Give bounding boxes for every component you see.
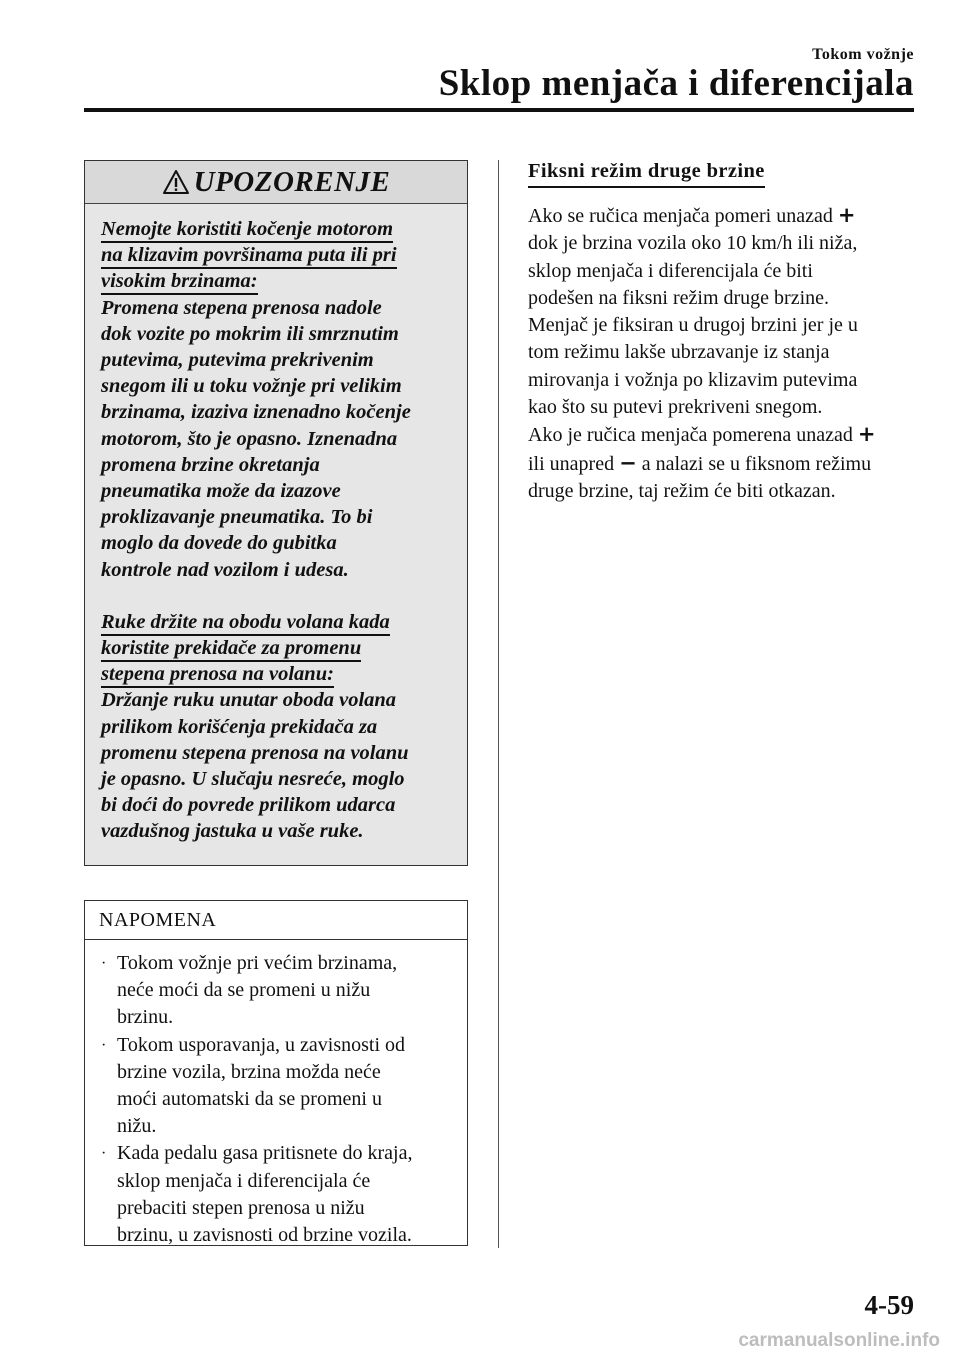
bullet: · (101, 1036, 107, 1054)
warning-header (85, 161, 467, 204)
minus-symbol: − (619, 450, 637, 475)
bullet: · (101, 1145, 107, 1163)
warning-heading-2: Ruke držite na obodu volana kada koristite prekidače za promenu stepena prenosa na volanu: (101, 609, 453, 688)
chapter-label: Tokom vožnje (812, 46, 914, 63)
warning-triangle-icon (162, 169, 190, 195)
warning-text-1: Promena stepena prenosa nadole dok vozite po mokrim ili smrznutim putevima, putevima prekrivenim snegom ili u toku vožnje pri velikim brzinama, izaziva iznenadno kočenje motorom, što je opasno. Iznenadna promena brzine okretanja pneumatika može da izazove proklizavanje pneumatika. To bi moglo da dovede do gubitka kontrole nad vozilom i udesa. (101, 296, 411, 581)
page-number: 4-59 (864, 1290, 914, 1320)
list-item: · Kada pedalu gasa pritisnete do kraja, sklop menjača i diferencijala će prebaciti stepen prenosa u nižu brzinu, u zavisnosti od brzine vozila. (101, 1142, 413, 1247)
column-divider (498, 160, 499, 1248)
list-item: · Tokom vožnje pri većim brzinama, neće moći da se promeni u nižu brzinu. (101, 952, 398, 1029)
page-title: Sklop menjača i diferencijala (438, 63, 914, 104)
plus-symbol: + (857, 422, 876, 447)
paragraph: Ako se ručica menjača pomeri unazad + dok je brzina vozila oko 10 km/h ili niža, sklop menjača i diferencijala će biti podešen na fiksni režim druge brzine. Menjač je fiksiran u drugoj brzini jer je u tom režimu lakše ubrzavanje iz stanja mirovanja i vožnja po klizavim putevima kao što su putevi prekriveni snegom. Ako je ručica menjača pomerena unazad + ili unapred − a nalazi se u fiksnom režimu druge brzine, taj režim će biti otkazan. (528, 203, 876, 502)
warning-box (84, 160, 468, 866)
section-body (528, 202, 928, 505)
note-list (85, 940, 467, 1249)
note-title: NAPOMENA (85, 901, 467, 940)
header-rule (84, 108, 914, 112)
plus-symbol: + (837, 203, 856, 227)
warning-title: UPOZORENJE (193, 165, 391, 198)
warning-heading-1: Nemojte koristiti kočenje motorom na klizavim površinama puta ili pri visokim brzinama: (101, 216, 453, 295)
note-box (84, 900, 468, 1246)
watermark: carmanualsonline.info (738, 1330, 940, 1351)
warning-body (85, 204, 467, 845)
bullet: · (101, 955, 107, 972)
section-heading: Fiksni režim druge brzine (528, 160, 765, 188)
warning-text-2: Držanje ruku unutar oboda volana prilikom korišćenja prekidača za promenu stepena prenosa na volanu je opasno. U slučaju nesreće, moglo bi doći do povrede prilikom udarca vazdušnog jastuka u vaše ruke. (101, 689, 409, 843)
list-item: · Tokom usporavanja, u zavisnosti od brzine vozila, brzina možda neće moći automatski da se promeni u nižu. (101, 1033, 405, 1138)
